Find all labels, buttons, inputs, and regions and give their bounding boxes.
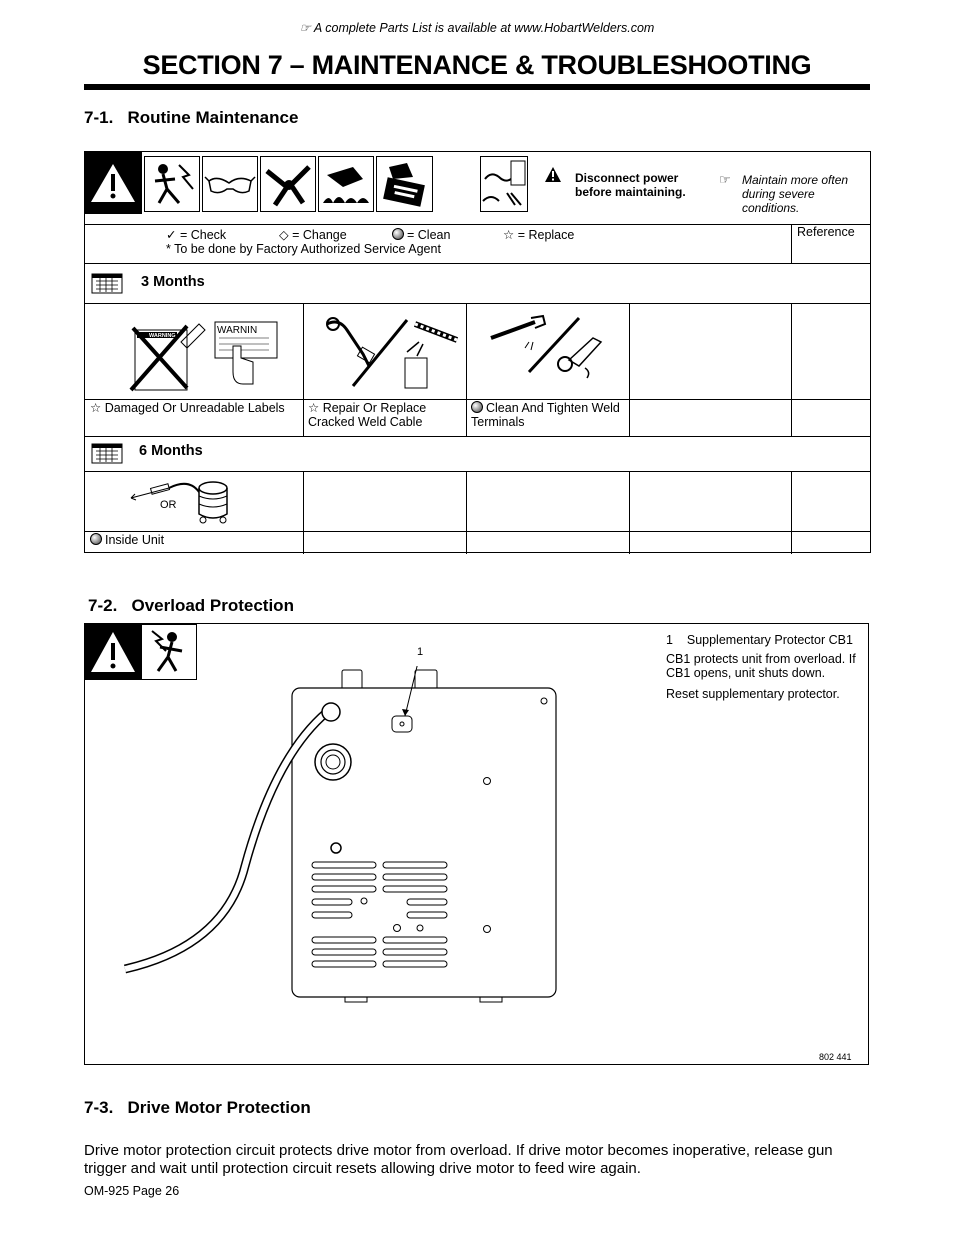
drive-motor-heading: 7-3. Drive Motor Protection [84, 1098, 311, 1117]
disconnect-note: Disconnect power before maintaining. [575, 171, 686, 199]
hot-parts-icon [318, 156, 374, 212]
labels-item: ☆ Damaged Or Unreadable Labels [90, 401, 285, 415]
small-warning-icon [544, 166, 562, 188]
section-title: SECTION 7 – MAINTENANCE & TROUBLESHOOTING [142, 50, 812, 80]
parts-list-note: ☞ A complete Parts List is available at www.HobartWelders.com [299, 21, 655, 35]
maintain-note: Maintain more often during severe conditions. [742, 173, 849, 215]
weld-cable-illustration [319, 314, 467, 397]
weld-terminals-item: Clean And Tighten Weld Terminals [471, 401, 620, 429]
drive-motor-text: Drive motor protection circuit protects drive motor from overload. If drive motor becomes inoperative, release gun trigger and wait until protection circuit resets allowing drive motor to feed wire again. [84, 1142, 833, 1177]
or-label: OR [160, 499, 177, 511]
three-months-label: 3 Months [141, 274, 205, 290]
star-icon: ☆ [90, 401, 102, 415]
damaged-label-illustration [129, 312, 289, 399]
read-manual-icon [376, 156, 433, 212]
calendar-icon [91, 271, 125, 300]
legend-factory-note: * To be done by Factory Authorized Service Agent [166, 242, 441, 256]
overload-figure [84, 623, 869, 1065]
reset-text: Reset supplementary protector. [666, 687, 840, 701]
clean-dot-icon [471, 401, 483, 413]
diamond-icon: ◇ [279, 228, 289, 242]
safety-glasses-icon [202, 156, 258, 212]
page-footer: OM-925 Page 26 [84, 1184, 180, 1198]
legend-clean: = Clean [392, 228, 450, 242]
clean-dot-icon [392, 228, 404, 240]
callout-number: 1 [417, 646, 424, 658]
weld-terminal-illustration [485, 312, 625, 397]
overload-text: CB1 protects unit from overload. If CB1 opens, unit shuts down. [666, 652, 856, 680]
check-mark-icon: ✓ [166, 228, 177, 242]
legend-replace: ☆ = Replace [503, 228, 575, 242]
routine-maintenance-heading: 7-1. Routine Maintenance [84, 108, 299, 127]
six-months-label: 6 Months [139, 443, 203, 459]
calendar-icon [91, 441, 125, 470]
figure-ref: 802 441 [819, 1052, 852, 1062]
welder-unit-illustration [115, 666, 565, 1021]
inside-unit-item: Inside Unit [90, 533, 164, 547]
maintenance-table [84, 151, 871, 553]
star-icon: ☆ [503, 228, 515, 242]
weld-cable-item: ☆ Repair Or Replace Cracked Weld Cable [308, 401, 427, 429]
overload-protection-heading: 7-2. Overload Protection [88, 596, 294, 615]
svg-text:WARNIN: WARNIN [217, 325, 258, 336]
title-rule [84, 84, 870, 90]
legend-check: ✓ = Check [166, 228, 227, 242]
moving-parts-icon [260, 156, 316, 212]
star-icon: ☆ [308, 401, 320, 415]
disconnect-plug-icon [480, 156, 528, 212]
callout-legend: 1 Supplementary Protector CB1 [666, 633, 853, 647]
pointing-hand-icon: ☞ [719, 172, 731, 187]
pointing-hand-icon: ☞ [299, 21, 314, 35]
svg-text:WARNING: WARNING [149, 333, 176, 339]
electric-shock-icon [144, 156, 200, 212]
reference-header: Reference [797, 225, 855, 239]
clean-dot-icon [90, 533, 102, 545]
warning-triangle-icon [85, 152, 142, 214]
blow-out-illustration [129, 474, 239, 535]
legend-change: ◇ = Change [279, 228, 347, 242]
